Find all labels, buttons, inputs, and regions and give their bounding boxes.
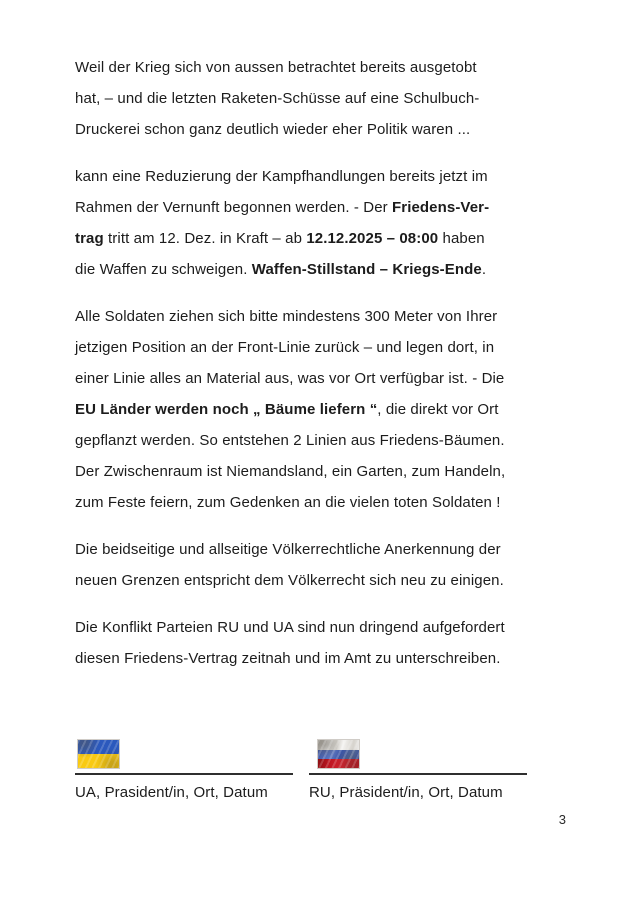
text-segment: zum Feste feiern, zum Gedenken an die vielen toten Soldaten ! (75, 494, 501, 511)
text-segment: gepflanzt werden. So entstehen 2 Linien aus Friedens-Bäumen. (75, 432, 505, 449)
text-segment: hat, – und die letzten Raketen-Schüsse auf eine Schulbuch- (75, 90, 480, 107)
text-segment: Alle Soldaten ziehen sich bitte mindestens 300 Meter von Ihrer (75, 308, 498, 325)
soldiers-withdraw-paragraph (75, 301, 550, 518)
russia-flag-white-band (318, 740, 359, 750)
bold-text-segment: 12.12.2025 – 08:00 (306, 230, 439, 247)
text-segment: Rahmen der Vernunft begonnen werden. - Der (75, 199, 392, 216)
russia-flag-icon (318, 740, 359, 768)
text-segment: neuen Grenzen entspricht dem Völkerrecht sich neu zu einigen. (75, 572, 504, 589)
signature-label-ua: UA, Prasident/in, Ort, Datum (75, 784, 268, 801)
bold-text-segment: trag (75, 230, 104, 247)
text-segment: die Waffen zu schweigen. (75, 261, 252, 278)
ukraine-flag-yellow-band (78, 754, 119, 768)
bold-text-segment: Waffen-Stillstand – Kriegs-Ende (251, 261, 482, 278)
text-segment: tritt am 12. Dez. in Kraft – ab (103, 230, 307, 247)
signature-section (75, 740, 529, 801)
signature-line-ua (75, 773, 293, 775)
intro-paragraph (75, 52, 550, 145)
recognition-paragraph (75, 534, 550, 596)
text-segment: Weil der Krieg sich von aussen betrachtet bereits ausgetobt (75, 59, 477, 76)
text-segment: Der Zwischenraum ist Niemandsland, ein Garten, zum Handeln, (75, 463, 506, 480)
bold-text-segment: Friedens-Ver- (392, 199, 490, 216)
text-segment: kann eine Reduzierung der Kampfhandlungen bereits jetzt im (75, 168, 488, 185)
treaty-effective-paragraph (75, 161, 550, 285)
signature-block-ua (75, 740, 295, 801)
bold-text-segment: EU Länder werden noch „ Bäume liefern “ (75, 401, 378, 418)
text-segment: jetzigen Position an der Front-Linie zurück – und legen dort, in (75, 339, 495, 356)
text-segment: Druckerei schon ganz deutlich wieder eher Politik waren ... (75, 121, 471, 138)
signature-line-ru (309, 773, 527, 775)
text-segment: einer Linie alles an Material aus, was vor Ort verfügbar ist. - Die (75, 370, 505, 387)
ukraine-flag-icon (78, 740, 119, 768)
text-segment: , die direkt vor Ort (377, 401, 499, 418)
text-segment: Die beidseitige und allseitige Völkerrechtliche Anerkennung der (75, 541, 501, 558)
signature-label-ru: RU, Präsident/in, Ort, Datum (309, 784, 503, 801)
page-number: 3 (558, 812, 566, 827)
russia-flag-red-band (318, 759, 359, 768)
signature-block-ru (309, 740, 529, 801)
ukraine-flag-blue-band (78, 740, 119, 754)
signing-request-paragraph (75, 612, 550, 674)
russia-flag-blue-band (318, 750, 359, 759)
text-segment: diesen Friedens-Vertrag zeitnah und im Amt zu unterschreiben. (75, 650, 501, 667)
document-body (75, 52, 550, 690)
text-segment: Die Konflikt Parteien RU und UA sind nun dringend aufgefordert (75, 619, 505, 636)
text-segment: haben (438, 230, 485, 247)
text-segment: . (481, 261, 487, 278)
